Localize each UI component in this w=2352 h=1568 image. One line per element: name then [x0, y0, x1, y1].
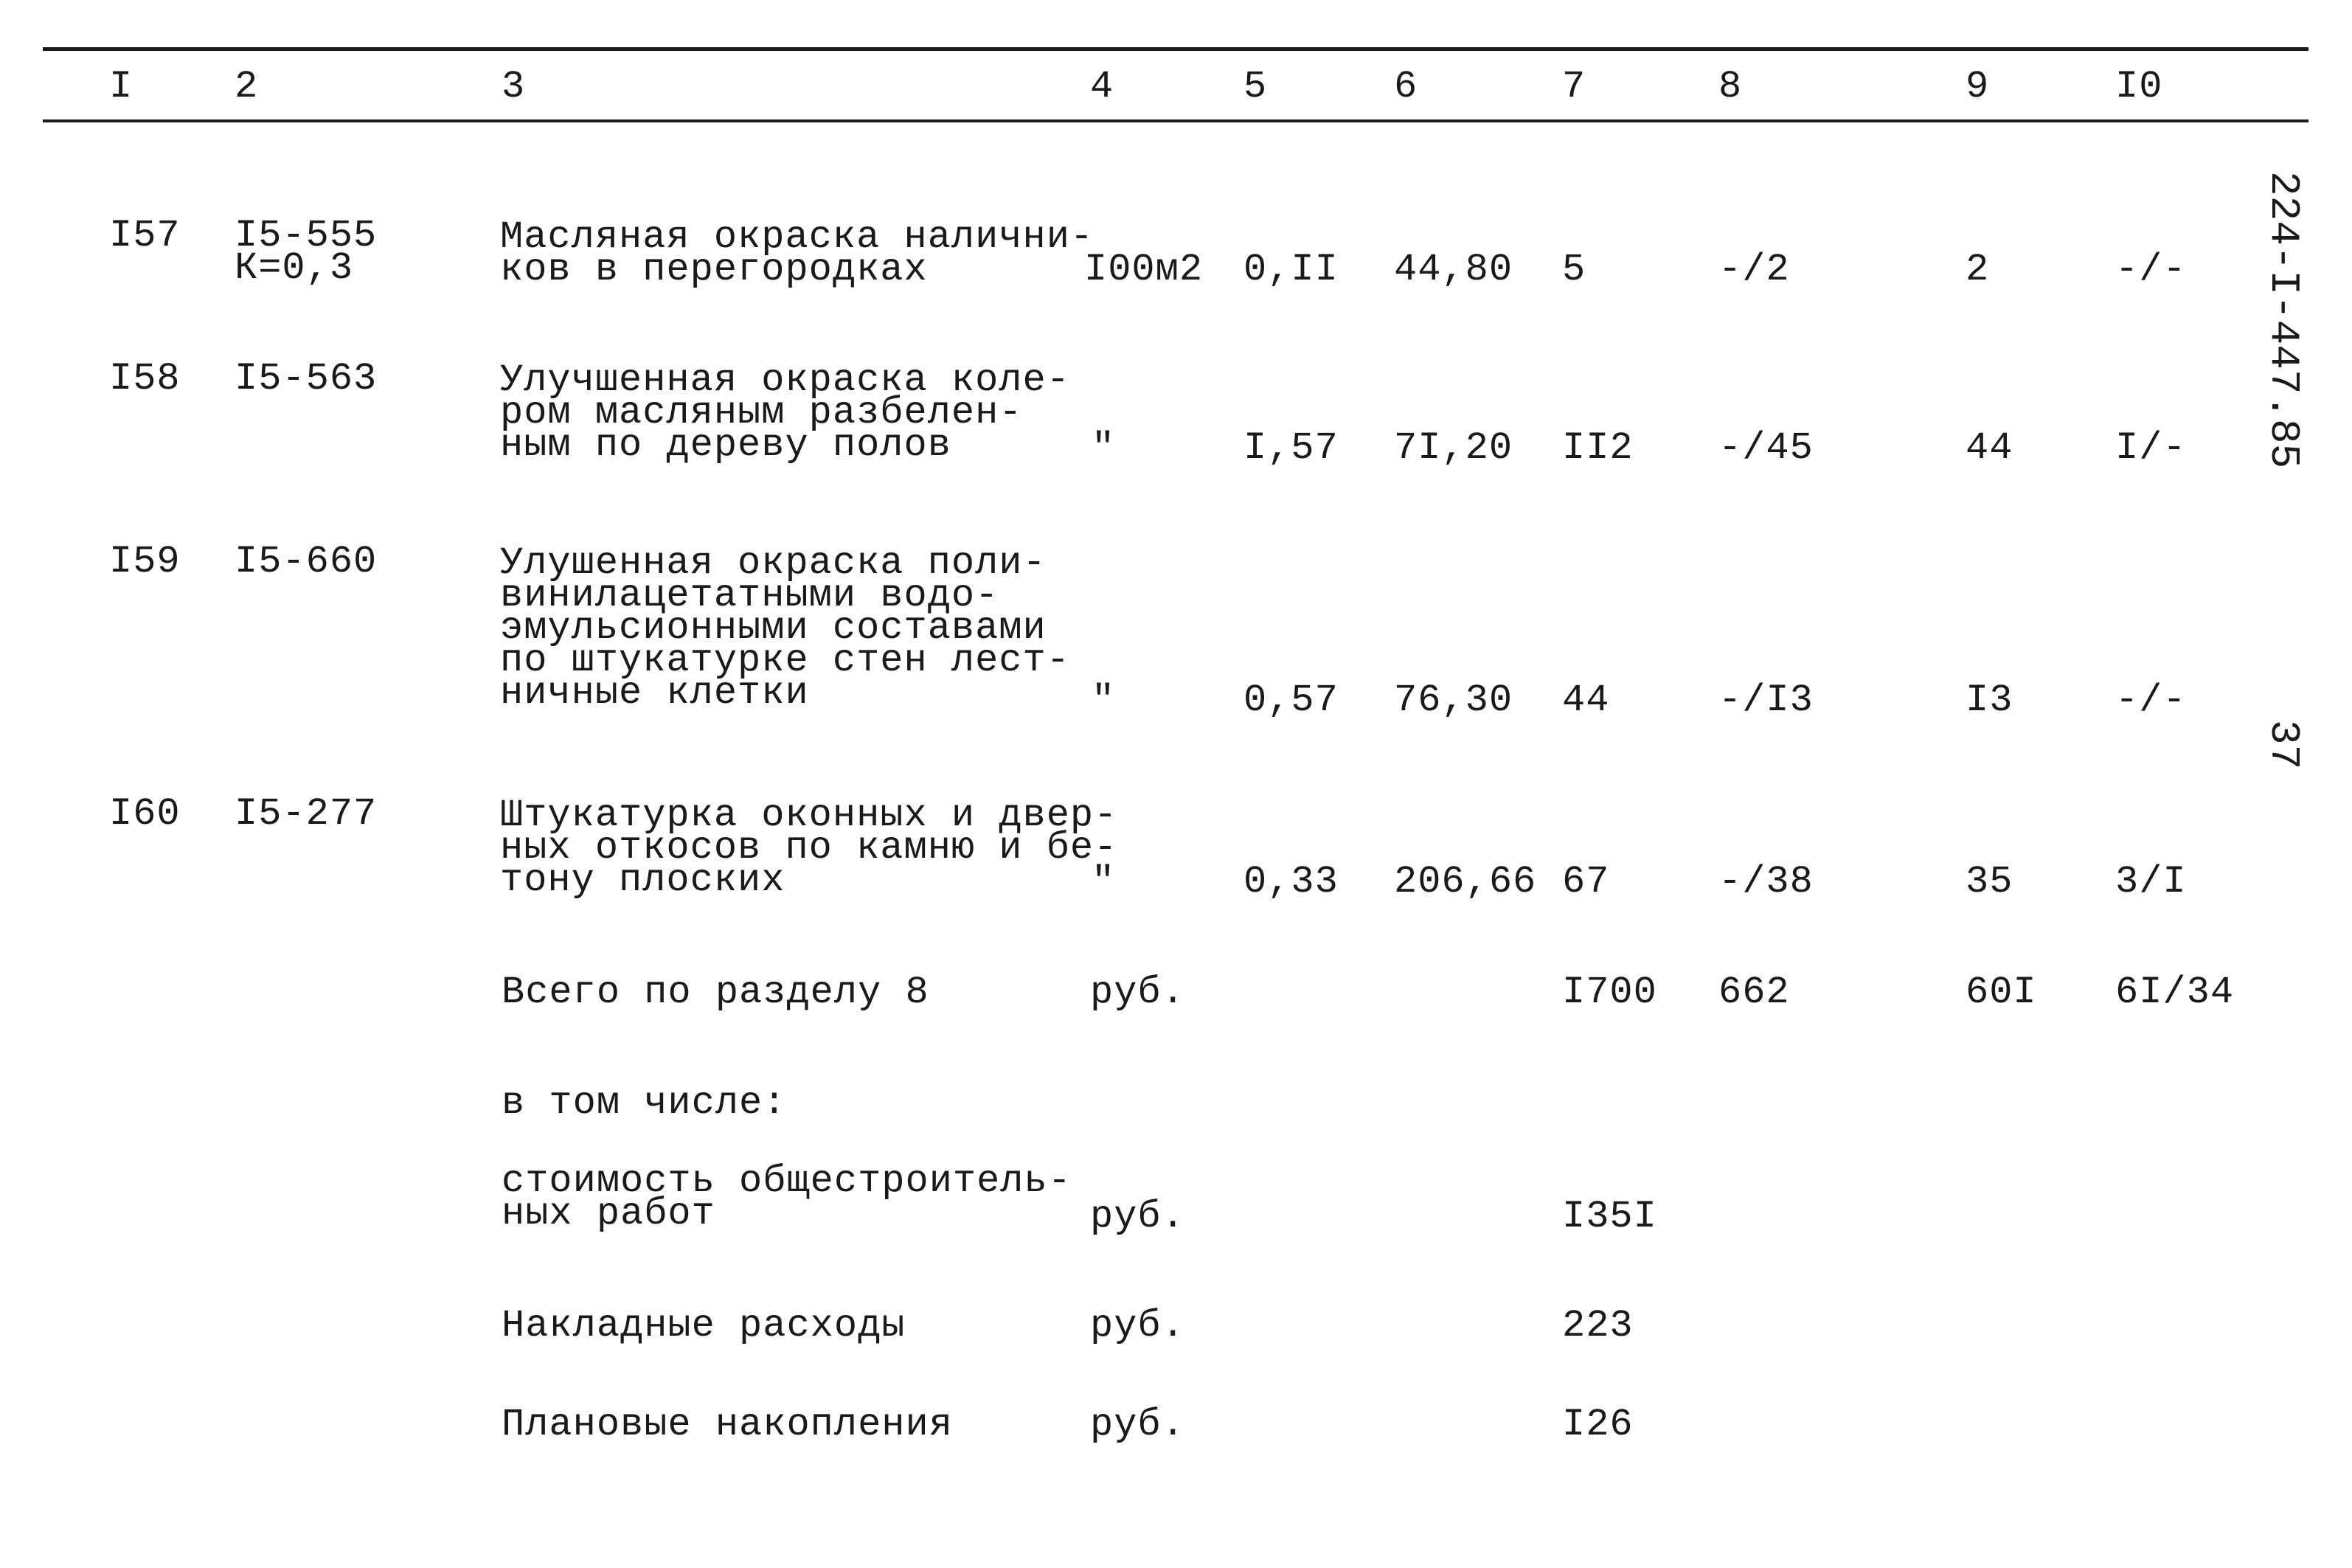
row-col9: 44	[1966, 426, 2013, 470]
col-header-1: I	[109, 65, 133, 108]
col-header-5: 5	[1243, 65, 1268, 108]
row-unit-price: 44,80	[1394, 248, 1513, 291]
row-col10: I/-	[2115, 426, 2187, 470]
row-code: I5-277	[235, 792, 378, 836]
row-quantity: 0,II	[1243, 248, 1339, 291]
row-description: Штукатурка оконных и двер- ных откосов по камню и бе- тону плоских	[500, 794, 1118, 902]
row-unit: "	[1092, 860, 1116, 903]
including-label: в том числе:	[502, 1081, 787, 1125]
row-col9: I3	[1966, 679, 2013, 722]
row-col9: 2	[1966, 248, 1990, 291]
breakdown-value: 223	[1562, 1304, 1634, 1347]
total-col8: 662	[1718, 971, 1790, 1014]
header-rule	[43, 119, 2308, 122]
row-unit: I00м2	[1084, 248, 1204, 291]
total-unit: руб.	[1090, 971, 1185, 1014]
total-label: Всего по разделу 8	[502, 971, 929, 1014]
row-unit: "	[1092, 426, 1116, 470]
breakdown-label: стоимость общестроитель- ных работ	[502, 1159, 1072, 1235]
row-col9: 35	[1966, 860, 2013, 903]
row-number: I57	[109, 214, 181, 257]
breakdown-value: I26	[1562, 1403, 1634, 1446]
total-cost: I700	[1562, 971, 1657, 1014]
col-header-10: I0	[2115, 65, 2163, 108]
row-code: I5-563	[235, 357, 378, 400]
row-cost: 5	[1562, 248, 1586, 291]
col-header-8: 8	[1718, 65, 1743, 108]
row-number: I59	[109, 540, 181, 583]
col-header-3: 3	[502, 65, 526, 108]
page-number: 37	[2260, 720, 2307, 770]
breakdown-label: Накладные расходы	[502, 1304, 906, 1347]
row-cost: 44	[1562, 679, 1610, 722]
row-description: Улушенная окраска поли- винилацетатными водо- эмульсионными составами по штукатурке стен лест- ничные клетки	[500, 541, 1070, 715]
row-quantity: 0,33	[1243, 860, 1339, 903]
row-quantity: I,57	[1243, 426, 1339, 470]
row-col8: -/2	[1718, 248, 1790, 291]
row-col10: -/-	[2115, 679, 2187, 722]
col-header-6: 6	[1394, 65, 1418, 108]
col-header-4: 4	[1090, 65, 1114, 108]
total-col10: 6I/34	[2115, 971, 2235, 1014]
col-header-7: 7	[1562, 65, 1586, 108]
row-cost: 67	[1562, 860, 1610, 903]
breakdown-value: I35I	[1562, 1195, 1657, 1238]
document-code: 224-I-447.85	[2260, 171, 2307, 469]
row-col10: -/-	[2115, 248, 2187, 291]
row-col8: -/45	[1718, 426, 1814, 470]
row-number: I58	[109, 357, 181, 400]
breakdown-unit: руб.	[1090, 1403, 1185, 1446]
row-description: Улучшенная окраска коле- ром масляным разбелен- ным по дереву полов	[500, 358, 1070, 467]
total-col9: 60I	[1966, 971, 2037, 1014]
col-header-2: 2	[235, 65, 259, 108]
row-quantity: 0,57	[1243, 679, 1339, 722]
row-unit-price: 206,66	[1394, 860, 1537, 903]
top-rule	[43, 47, 2308, 51]
breakdown-label: Плановые накопления	[502, 1403, 953, 1446]
row-code: I5-555 К=0,3	[235, 214, 378, 290]
row-col8: -/38	[1718, 860, 1814, 903]
row-col10: 3/I	[2115, 860, 2187, 903]
row-unit: "	[1092, 679, 1116, 722]
row-description: Масляная окраска налични- ков в перегородках	[500, 215, 1095, 291]
breakdown-unit: руб.	[1090, 1304, 1185, 1347]
row-code: I5-660	[235, 540, 378, 583]
row-col8: -/I3	[1718, 679, 1814, 722]
row-unit-price: 7I,20	[1394, 426, 1513, 470]
row-unit-price: 76,30	[1394, 679, 1513, 722]
col-header-9: 9	[1966, 65, 1990, 108]
breakdown-unit: руб.	[1090, 1195, 1185, 1238]
row-number: I60	[109, 792, 181, 836]
row-cost: II2	[1562, 426, 1634, 470]
